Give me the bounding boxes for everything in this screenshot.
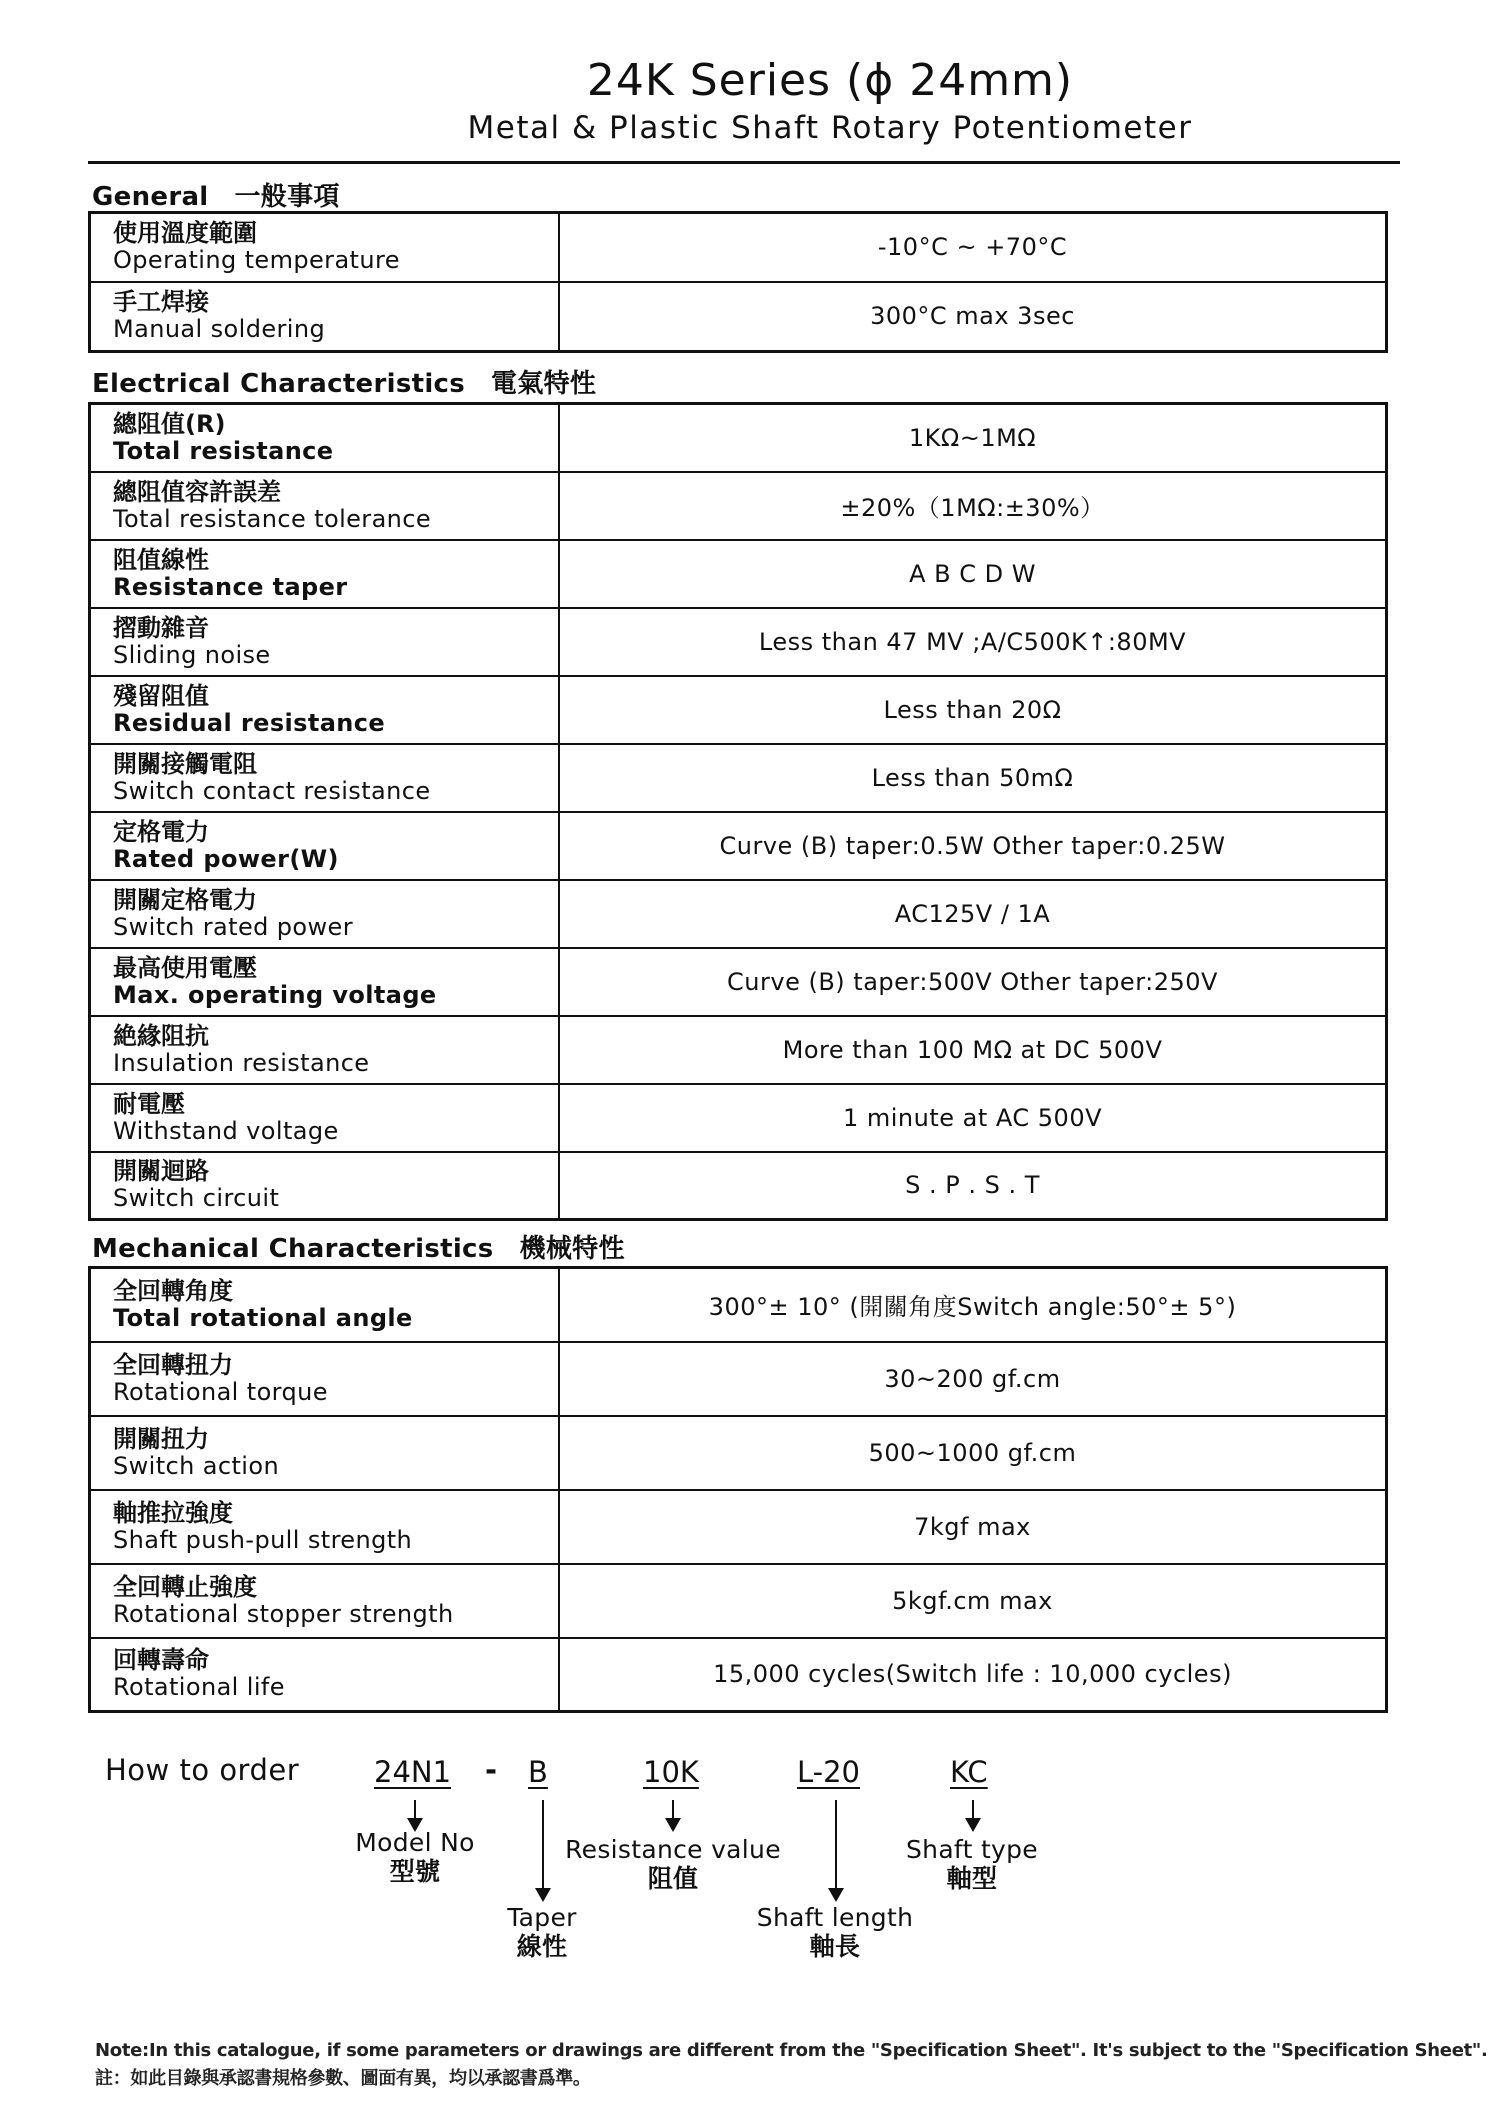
spec-label-en: Switch contact resistance	[113, 776, 431, 805]
spec-row	[90, 948, 1387, 1016]
spec-value: 300°± 10° (開關角度Switch angle:50°± 5°)	[559, 1268, 1387, 1342]
spec-value: 7kgf max	[559, 1490, 1387, 1564]
spec-row	[90, 1152, 1387, 1220]
order-label-model: Model No 型號	[355, 1828, 475, 1886]
spec-label-zh: 殘留阻值	[113, 681, 209, 710]
spec-label-en: Resistance taper	[113, 572, 348, 601]
arrow-down-icon	[972, 1800, 974, 1830]
spec-row	[90, 812, 1387, 880]
electrical-table	[88, 402, 1388, 1221]
spec-label	[90, 948, 560, 1016]
order-code-length: L-20	[797, 1755, 861, 1789]
how-to-order-title: How to order	[105, 1753, 300, 1787]
order-code-shaft: KC	[950, 1755, 988, 1789]
spec-value: ±20%（1MΩ:±30%）	[559, 472, 1387, 540]
spec-label-en: Sliding noise	[113, 640, 271, 669]
spec-label	[90, 1016, 560, 1084]
spec-value: -10°C ~ +70°C	[559, 213, 1387, 282]
section-zh: 電氣特性	[491, 369, 597, 399]
spec-label-en: Switch action	[113, 1451, 280, 1480]
spec-label	[90, 1564, 560, 1638]
spec-label-zh: 開關定格電力	[113, 885, 257, 914]
arrow-down-icon	[414, 1800, 416, 1830]
spec-label	[90, 676, 560, 744]
page-subtitle: Metal & Plastic Shaft Rotary Potentiometer	[467, 110, 1193, 146]
spec-label-zh: 阻值線性	[113, 545, 209, 574]
spec-row	[90, 472, 1387, 540]
spec-label	[90, 1152, 560, 1220]
spec-row	[90, 1638, 1387, 1712]
spec-value: 30~200 gf.cm	[559, 1342, 1387, 1416]
section-en: Electrical Characteristics	[92, 369, 466, 399]
spec-row	[90, 1564, 1387, 1638]
order-label-taper: Taper 線性	[507, 1903, 577, 1961]
spec-label	[90, 404, 560, 472]
spec-label	[90, 1342, 560, 1416]
order-label-resistance: Resistance value 阻值	[565, 1835, 781, 1893]
spec-label-zh: 全回轉扭力	[113, 1350, 233, 1379]
spec-label-zh: 全回轉止強度	[113, 1572, 257, 1601]
general-table	[88, 211, 1388, 353]
spec-label-zh: 絶緣阻抗	[113, 1021, 209, 1050]
spec-row	[90, 1342, 1387, 1416]
title-rule	[88, 161, 1400, 164]
spec-label-en: Total resistance tolerance	[113, 504, 432, 533]
footer-note-zh: 註：如此目錄與承認書規格參數、圖面有異，均以承認書爲準。	[95, 2068, 591, 2089]
spec-label-en: Manual soldering	[113, 315, 326, 344]
spec-label-zh: 開關扭力	[113, 1424, 209, 1453]
spec-row	[90, 608, 1387, 676]
spec-row	[90, 1268, 1387, 1342]
section-electrical-heading	[92, 363, 596, 400]
order-label-shaft: Shaft type 軸型	[906, 1835, 1038, 1893]
spec-label	[90, 880, 560, 948]
spec-label	[90, 1416, 560, 1490]
order-label-length: Shaft length 軸長	[756, 1903, 914, 1961]
spec-row	[90, 1016, 1387, 1084]
spec-label	[90, 608, 560, 676]
section-general-heading	[92, 176, 340, 213]
spec-label-en: Rotational life	[113, 1673, 285, 1702]
spec-label-en: Switch circuit	[113, 1184, 280, 1213]
spec-value: Less than 20Ω	[559, 676, 1387, 744]
arrow-down-icon	[672, 1800, 674, 1830]
spec-label-en: Residual resistance	[113, 708, 386, 737]
spec-value: Less than 50mΩ	[559, 744, 1387, 812]
spec-label	[90, 282, 560, 352]
spec-label-zh: 最高使用電壓	[113, 953, 257, 982]
spec-label-en: Operating temperature	[113, 246, 400, 275]
spec-row	[90, 540, 1387, 608]
order-code-resistance: 10K	[643, 1755, 699, 1789]
spec-value: Curve (B) taper:0.5W Other taper:0.25W	[559, 812, 1387, 880]
spec-value: 1 minute at AC 500V	[559, 1084, 1387, 1152]
spec-value: 500~1000 gf.cm	[559, 1416, 1387, 1490]
spec-label-zh: 總阻值(R)	[113, 409, 226, 438]
spec-label	[90, 1084, 560, 1152]
spec-label	[90, 744, 560, 812]
order-code-taper: B	[528, 1755, 548, 1789]
spec-label-zh: 全回轉角度	[113, 1276, 233, 1305]
spec-label-en: Insulation resistance	[113, 1048, 370, 1077]
spec-label-en: Rotational stopper strength	[113, 1599, 454, 1628]
spec-row	[90, 404, 1387, 472]
spec-label-zh: 軸推拉強度	[113, 1498, 233, 1527]
spec-label-en: Shaft push-pull strength	[113, 1525, 413, 1554]
spec-label-zh: 耐電壓	[113, 1089, 185, 1118]
mechanical-table	[88, 1266, 1388, 1713]
spec-label-zh: 回轉壽命	[113, 1646, 209, 1675]
spec-label-zh: 開關接觸電阻	[113, 749, 257, 778]
spec-row	[90, 676, 1387, 744]
spec-value: 300°C max 3sec	[559, 282, 1387, 352]
arrow-down-icon	[542, 1800, 544, 1900]
spec-row	[90, 880, 1387, 948]
spec-label	[90, 472, 560, 540]
spec-label-zh: 摺動雜音	[113, 613, 209, 642]
spec-value: AC125V / 1A	[559, 880, 1387, 948]
spec-label-en: Rotational torque	[113, 1377, 328, 1406]
spec-label-zh: 開關迴路	[113, 1157, 209, 1186]
spec-row	[90, 1416, 1387, 1490]
spec-value: S . P . S . T	[559, 1152, 1387, 1220]
spec-label-en: Total rotational angle	[113, 1303, 413, 1332]
spec-label-en: Total resistance	[113, 436, 334, 465]
spec-value: 1KΩ~1MΩ	[559, 404, 1387, 472]
spec-value: Curve (B) taper:500V Other taper:250V	[559, 948, 1387, 1016]
spec-label-en: Switch rated power	[113, 912, 353, 941]
section-zh: 一般事項	[234, 182, 340, 212]
arrow-down-icon	[835, 1800, 837, 1900]
section-en: Mechanical Characteristics	[92, 1234, 494, 1264]
spec-row	[90, 744, 1387, 812]
order-code-model: 24N1	[374, 1755, 452, 1789]
spec-label	[90, 1490, 560, 1564]
spec-value: Less than 47 MV ;A/C500K↑:80MV	[559, 608, 1387, 676]
order-dash: -	[485, 1753, 498, 1787]
section-zh: 機械特性	[519, 1234, 625, 1264]
spec-row	[90, 282, 1387, 352]
spec-value: 15,000 cycles(Switch life : 10,000 cycles)	[559, 1638, 1387, 1712]
spec-label	[90, 540, 560, 608]
section-mechanical-heading	[92, 1228, 625, 1265]
spec-value: 5kgf.cm max	[559, 1564, 1387, 1638]
spec-label	[90, 1268, 560, 1342]
spec-label-en: Max. operating voltage	[113, 980, 437, 1009]
footer-note-en: Note:In this catalogue, if some parameters or drawings are different from the "Specification Sheet". It's subject to the "Specification Sheet".	[95, 2040, 1488, 2061]
section-en: General	[92, 182, 209, 212]
page-title: 24K Series (ϕ 24mm)	[586, 55, 1074, 106]
spec-label-zh: 定格電力	[113, 817, 209, 846]
spec-value: A B C D W	[559, 540, 1387, 608]
spec-row	[90, 213, 1387, 282]
spec-label-zh: 使用溫度範圍	[113, 219, 257, 248]
spec-row	[90, 1490, 1387, 1564]
spec-label-en: Withstand voltage	[113, 1116, 339, 1145]
spec-label-en: Rated power(W)	[113, 844, 339, 873]
spec-value: More than 100 MΩ at DC 500V	[559, 1016, 1387, 1084]
spec-row	[90, 1084, 1387, 1152]
spec-label	[90, 1638, 560, 1712]
spec-label-zh: 手工焊接	[113, 288, 209, 317]
spec-label	[90, 812, 560, 880]
spec-label	[90, 213, 560, 282]
spec-label-zh: 總阻值容許誤差	[113, 477, 281, 506]
